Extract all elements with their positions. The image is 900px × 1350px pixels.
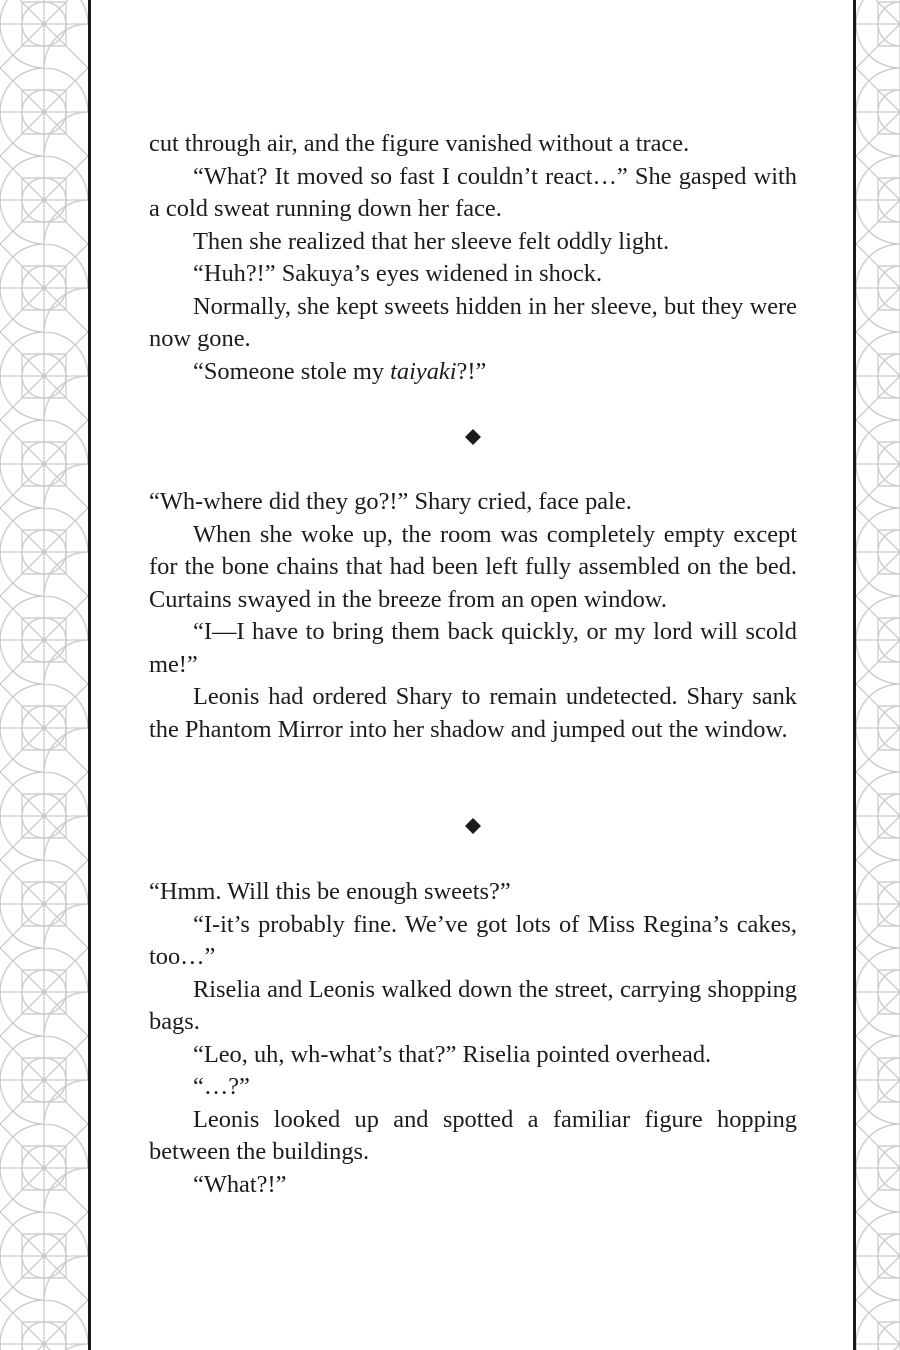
paragraph: When she woke up, the room was completely empty except for the bone chains that had been left fully assembled on the bed. Curtains swayed in the breeze from an open window. [149,520,797,613]
paragraph-text: “Someone stole my [193,357,391,385]
paragraph: “Wh-where did they go?!” Shary cried, face pale. [149,488,632,515]
text-section-2 [149,486,797,746]
paragraph: “Huh?!” Sakuya’s eyes widened in shock. [193,260,603,287]
paragraph: “Leo, uh, wh-what’s that?” Riselia pointed overhead. [193,1040,712,1068]
section-break [463,427,483,447]
right-decorative-border [856,0,900,1350]
geometric-lattice-pattern-icon [856,0,900,1350]
section-break [463,816,483,836]
text-section-3 [149,876,797,1201]
paragraph: “What? It moved so fast I couldn’t react…” She gasped with a cold sweat running down her face. [149,162,797,222]
black-diamond-icon [463,427,483,447]
text-section-1 [149,128,797,388]
geometric-lattice-pattern-icon [0,0,88,1350]
left-decorative-border [0,0,88,1350]
paragraph: “I-it’s probably fine. We’ve got lots of Miss Regina’s cakes, too…” [149,910,797,970]
paragraph: “…?” [193,1073,250,1100]
paragraph: Then she realized that her sleeve felt oddly light. [193,227,670,255]
black-diamond-icon [463,816,483,836]
paragraph: Leonis looked up and spotted a familiar figure hopping between the buildings. [149,1105,797,1165]
paragraph-text: ?!” [456,357,487,385]
paragraph: “I—I have to bring them back quickly, or my lord will scold me!” [149,618,797,678]
paragraph: Normally, she kept sweets hidden in her sleeve, but they were now gone. [149,292,797,352]
right-page-rule [853,0,856,1350]
paragraph: Riselia and Leonis walked down the street, carrying shopping bags. [149,975,797,1035]
paragraph: cut through air, and the figure vanished without a trace. [149,130,690,157]
paragraph: “Hmm. Will this be enough sweets?” [149,878,511,905]
paragraph: Leonis had ordered Shary to remain undetected. Shary sank the Phantom Mirror into her shadow and jumped out the window. [149,683,797,743]
paragraph: “What?!” [193,1170,287,1198]
emphasized-word: taiyaki [390,357,457,385]
paragraph [149,356,797,389]
book-page [91,0,853,1350]
